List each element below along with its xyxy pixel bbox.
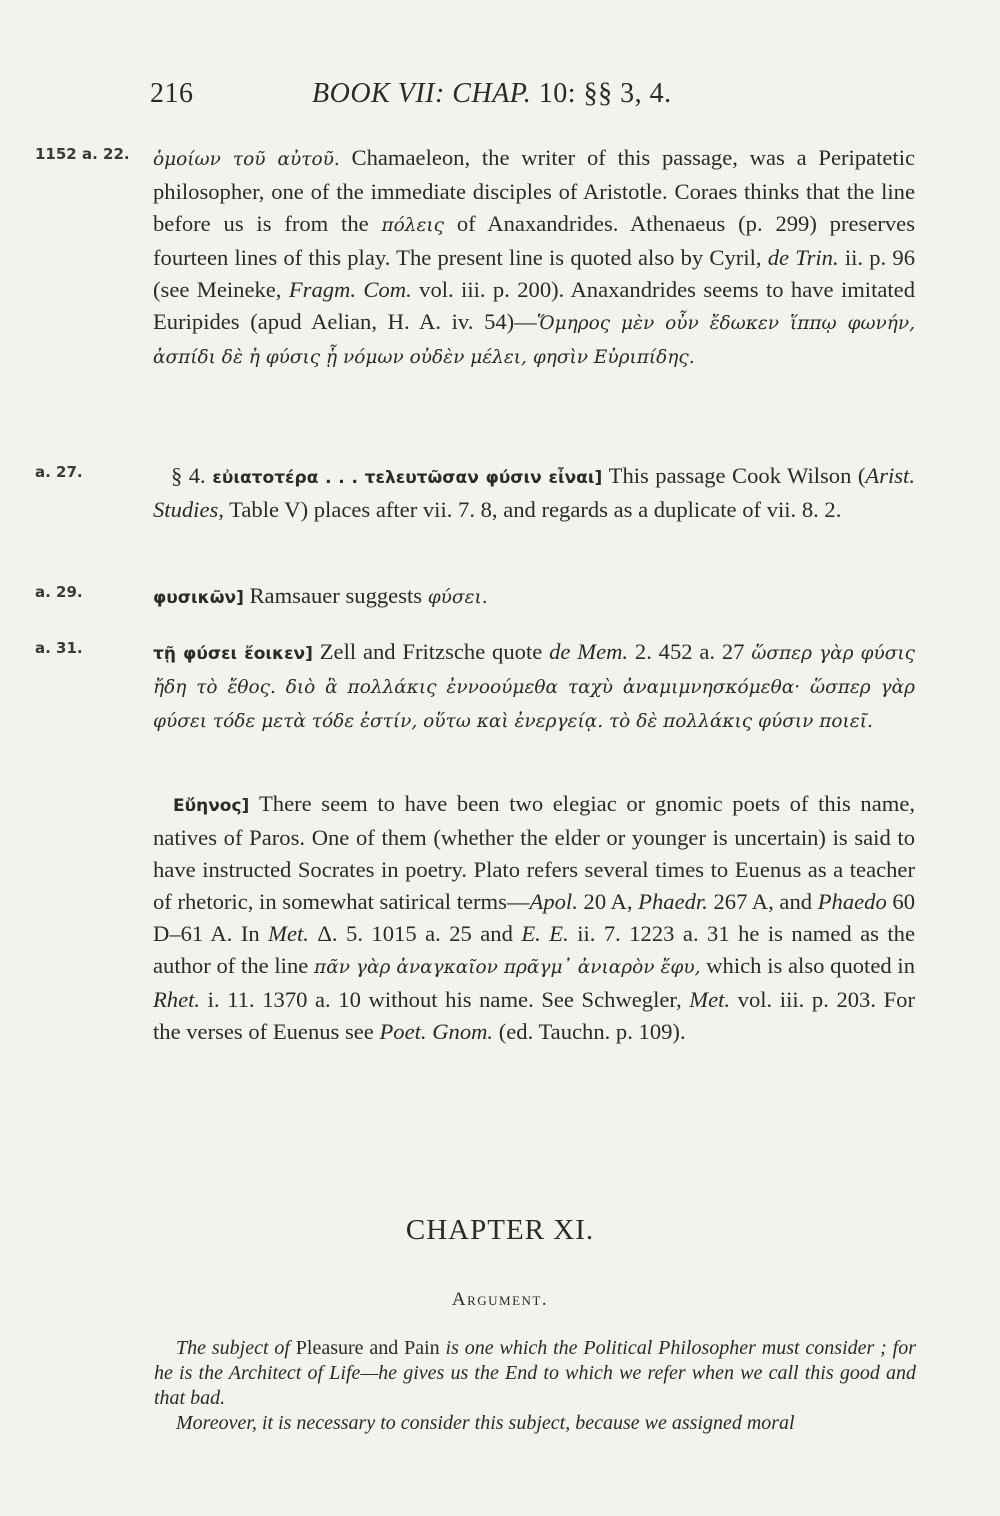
note-text: which is also quoted in: [700, 953, 915, 978]
note-text: Δ. 5. 1015 a. 25 and: [308, 921, 522, 946]
note-euenus: [35, 788, 915, 1048]
work-title: Rhet.: [153, 987, 201, 1012]
greek-lemma: τῇ φύσει ἔοικεν]: [153, 644, 313, 664]
section-mark: § 4.: [171, 463, 206, 488]
line-reference: a. 31.: [35, 639, 83, 657]
argument-paragraph: Moreover, it is necessary to consider this subject, because we assigned moral: [176, 1412, 795, 1434]
note-1152a22: [35, 142, 915, 374]
note-a29: [35, 580, 915, 614]
note-a27: [35, 460, 915, 526]
greek-term: πόλεις: [381, 215, 445, 236]
greek-lemma: ὁμοίων τοῦ αὐτοῦ.: [153, 149, 340, 170]
work-title: E. E.: [521, 921, 569, 946]
argument-text: [154, 1336, 916, 1436]
greek-term: φύσει.: [427, 587, 488, 608]
note-text: Ramsauer suggests: [243, 583, 428, 608]
work-title: Arist. Studies,: [153, 463, 915, 522]
note-text: of Anaxandrides. Athenaeus (p. 299) preserves fourteen lines of this play. The present line is quoted also by Cyril,: [153, 211, 915, 270]
note-text: ii. 7. 1223 a. 31 he is named as the author of the line: [153, 921, 915, 978]
note-text: (ed. Tauchn. p. 109).: [493, 1019, 686, 1044]
running-section: 10: §§ 3, 4.: [538, 78, 672, 109]
greek-quotation: Ὅμηρος μὲν οὖν ἔδωκεν ἵππῳ φωνήν, ἀσπίδι δὲ ἡ φύσις ᾗ νόμων οὐδὲν μέλει, φησὶν Εὐριπίδης.: [153, 313, 915, 368]
note-text: Table V) places after vii. 7. 8, and regards as a duplicate of vii. 8. 2.: [223, 497, 842, 522]
argument-text-italic: The subject of: [176, 1337, 296, 1359]
work-title: Phaedo: [817, 889, 887, 914]
greek-lemma: φυσικῶν]: [153, 588, 244, 608]
greek-quotation: ὥσπερ γὰρ φύσις ἤδη τὸ ἔθος. διὸ ἃ πολλάκις ἐννοούμεθα ταχὺ ἀναμιμνησκόμεθα· ὥσπερ γὰρ φύσει τόδε μετὰ τόδε ἐστίν, οὕτω καὶ ἐνεργείᾳ. τὸ δὲ πολλάκις φύσιν ποιεῖ.: [153, 643, 915, 732]
greek-lemma: εὐιατοτέρα . . . τελευτῶσαν φύσιν εἶναι]: [205, 468, 603, 488]
work-title: Apol.: [529, 889, 578, 914]
running-title-text: BOOK VII: CHAP.: [312, 78, 532, 109]
running-title: [312, 78, 672, 110]
note-text: 20 A,: [577, 889, 639, 914]
note-body: [153, 142, 915, 374]
work-title: Met.: [268, 921, 309, 946]
note-text: vol. iii. p. 200). Anaxandrides seems to have imitated Euripides (apud Aelian, H. A. iv. 54)—: [153, 277, 915, 334]
note-text: vol. iii. p. 203. For the verses of Euenus see: [153, 987, 915, 1044]
greek-lemma: Εὔηνος]: [173, 796, 250, 816]
note-body: [153, 580, 915, 614]
work-title: Fragm. Com.: [288, 277, 412, 302]
work-title: Poet. Gnom.: [379, 1019, 494, 1044]
note-text: Zell and Fritzsche quote: [312, 639, 550, 664]
line-reference: a. 29.: [35, 583, 83, 601]
argument-paragraph: [154, 1336, 916, 1411]
note-a31: [35, 636, 915, 738]
page-header: [150, 78, 910, 118]
work-title: Phaedr.: [638, 889, 708, 914]
work-title: de Trin.: [767, 245, 839, 270]
argument-text-italic: is one which the Political Philosopher must consider ; for he is the Architect of Life—he gives us the End to which we refer when we call this good and that bad.: [154, 1337, 916, 1409]
note-body: [153, 460, 915, 526]
greek-quotation: πᾶν γὰρ ἀναγκαῖον πρᾶγμ᾽ ἀνιαρὸν ἔφυ,: [314, 957, 701, 978]
note-text: i. 11. 1370 a. 10 without his name. See Schwegler,: [200, 987, 690, 1012]
argument-heading: Argument.: [451, 1289, 549, 1310]
note-text: There seem to have been two elegiac or gnomic poets of this name, natives of Paros. One of them (whether the elder or younger is uncertain) is said to have instructed Socrates in poetry. Plato refers several times to Euenus as a teacher of rhetoric, in somewhat satirical terms—: [153, 791, 915, 914]
page-number: 216: [150, 78, 194, 109]
chapter-title: CHAPTER XI.: [405, 1214, 595, 1246]
note-body: [153, 636, 915, 738]
note-text: This passage Cook Wilson (: [602, 463, 866, 488]
note-text: Chamaeleon, the writer of this passage, was a Peripatetic philosopher, one of the immediate disciples of Aristotle. Coraes thinks that the line before us is from the: [153, 145, 915, 236]
argument-text-roman: Pleasure and Pain: [295, 1337, 440, 1359]
line-reference: 1152 a. 22.: [35, 145, 130, 163]
note-body: [153, 788, 915, 1048]
note-text: ii. p. 96 (see Meineke,: [153, 245, 916, 302]
line-reference: a. 27.: [35, 463, 83, 481]
note-text: 60 D–61 A. In: [153, 889, 916, 946]
work-title: Met.: [689, 987, 731, 1012]
note-text: 2. 452 a. 27: [628, 639, 752, 664]
work-title: de Mem.: [549, 639, 629, 664]
note-text: 267 A, and: [707, 889, 818, 914]
